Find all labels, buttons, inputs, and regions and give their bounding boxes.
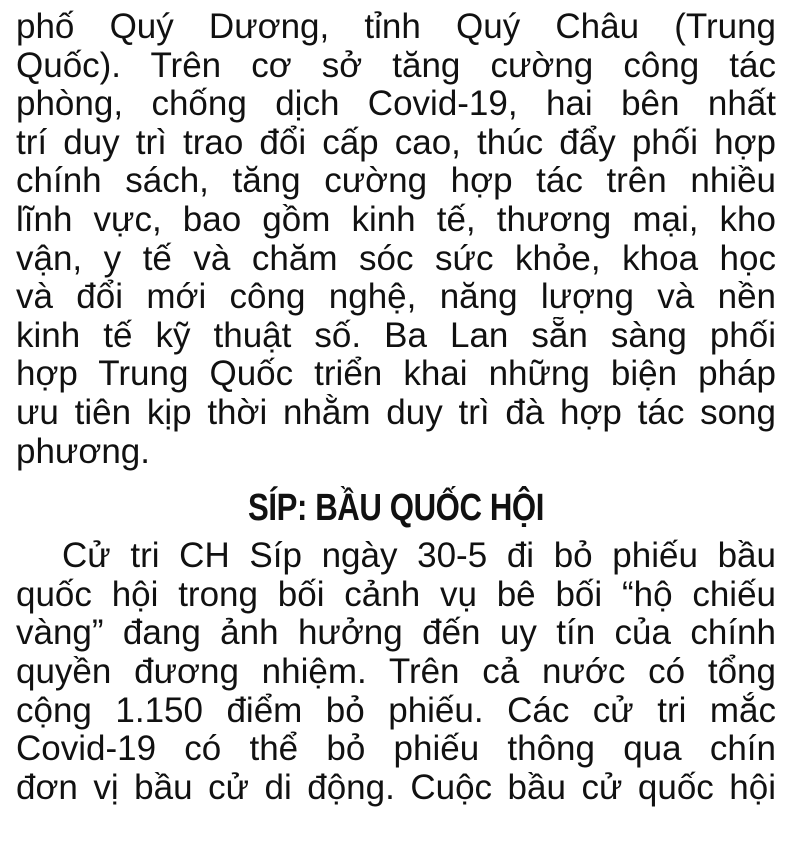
text-line: phương.	[16, 432, 150, 471]
text-line: và đổi mới công nghệ, năng lượng và nền	[16, 278, 776, 317]
text-line: Covid-19 có thể bỏ phiếu thông qua chín	[16, 730, 776, 769]
text-line: vận, y tế và chăm sóc sức khỏe, khoa học	[16, 239, 776, 278]
text-line: vàng” đang ảnh hưởng đến uy tín của chính	[16, 614, 776, 653]
paragraph-2	[16, 537, 776, 807]
text-line: chính sách, tăng cường hợp tác trên nhiều	[16, 162, 776, 201]
paragraph-1	[16, 0, 776, 471]
text-line: phố Quý Dương, tỉnh Quý Châu (Trung	[16, 7, 776, 46]
section-heading: SÍP: BẦU QUỐC HỘI	[248, 487, 544, 530]
text-line: kinh tế kỹ thuật số. Ba Lan sẵn sàng phối	[16, 316, 776, 355]
text-line: phòng, chống dịch Covid-19, hai bên nhất	[16, 85, 776, 124]
article-body	[16, 0, 776, 807]
text-line: cộng 1.150 điểm bỏ phiếu. Các cử tri mắc	[16, 691, 776, 730]
text-line: quyền đương nhiệm. Trên cả nước có tổng	[16, 652, 776, 691]
text-line: Cử tri CH Síp ngày 30-5 đi bỏ phiếu bầu	[62, 537, 776, 576]
text-line: đơn vị bầu cử di động. Cuộc bầu cử quốc hội	[16, 768, 776, 807]
text-line: lĩnh vực, bao gồm kinh tế, thương mại, kho	[16, 200, 776, 239]
text-line: quốc hội trong bối cảnh vụ bê bối “hộ chiếu	[16, 575, 776, 614]
text-line: trí duy trì trao đổi cấp cao, thúc đẩy phối hợp	[16, 123, 776, 162]
text-line: ưu tiên kịp thời nhằm duy trì đà hợp tác song	[16, 393, 776, 432]
text-line: hợp Trung Quốc triển khai những biện pháp	[16, 355, 776, 394]
text-line: Quốc). Trên cơ sở tăng cường công tác	[16, 46, 776, 85]
